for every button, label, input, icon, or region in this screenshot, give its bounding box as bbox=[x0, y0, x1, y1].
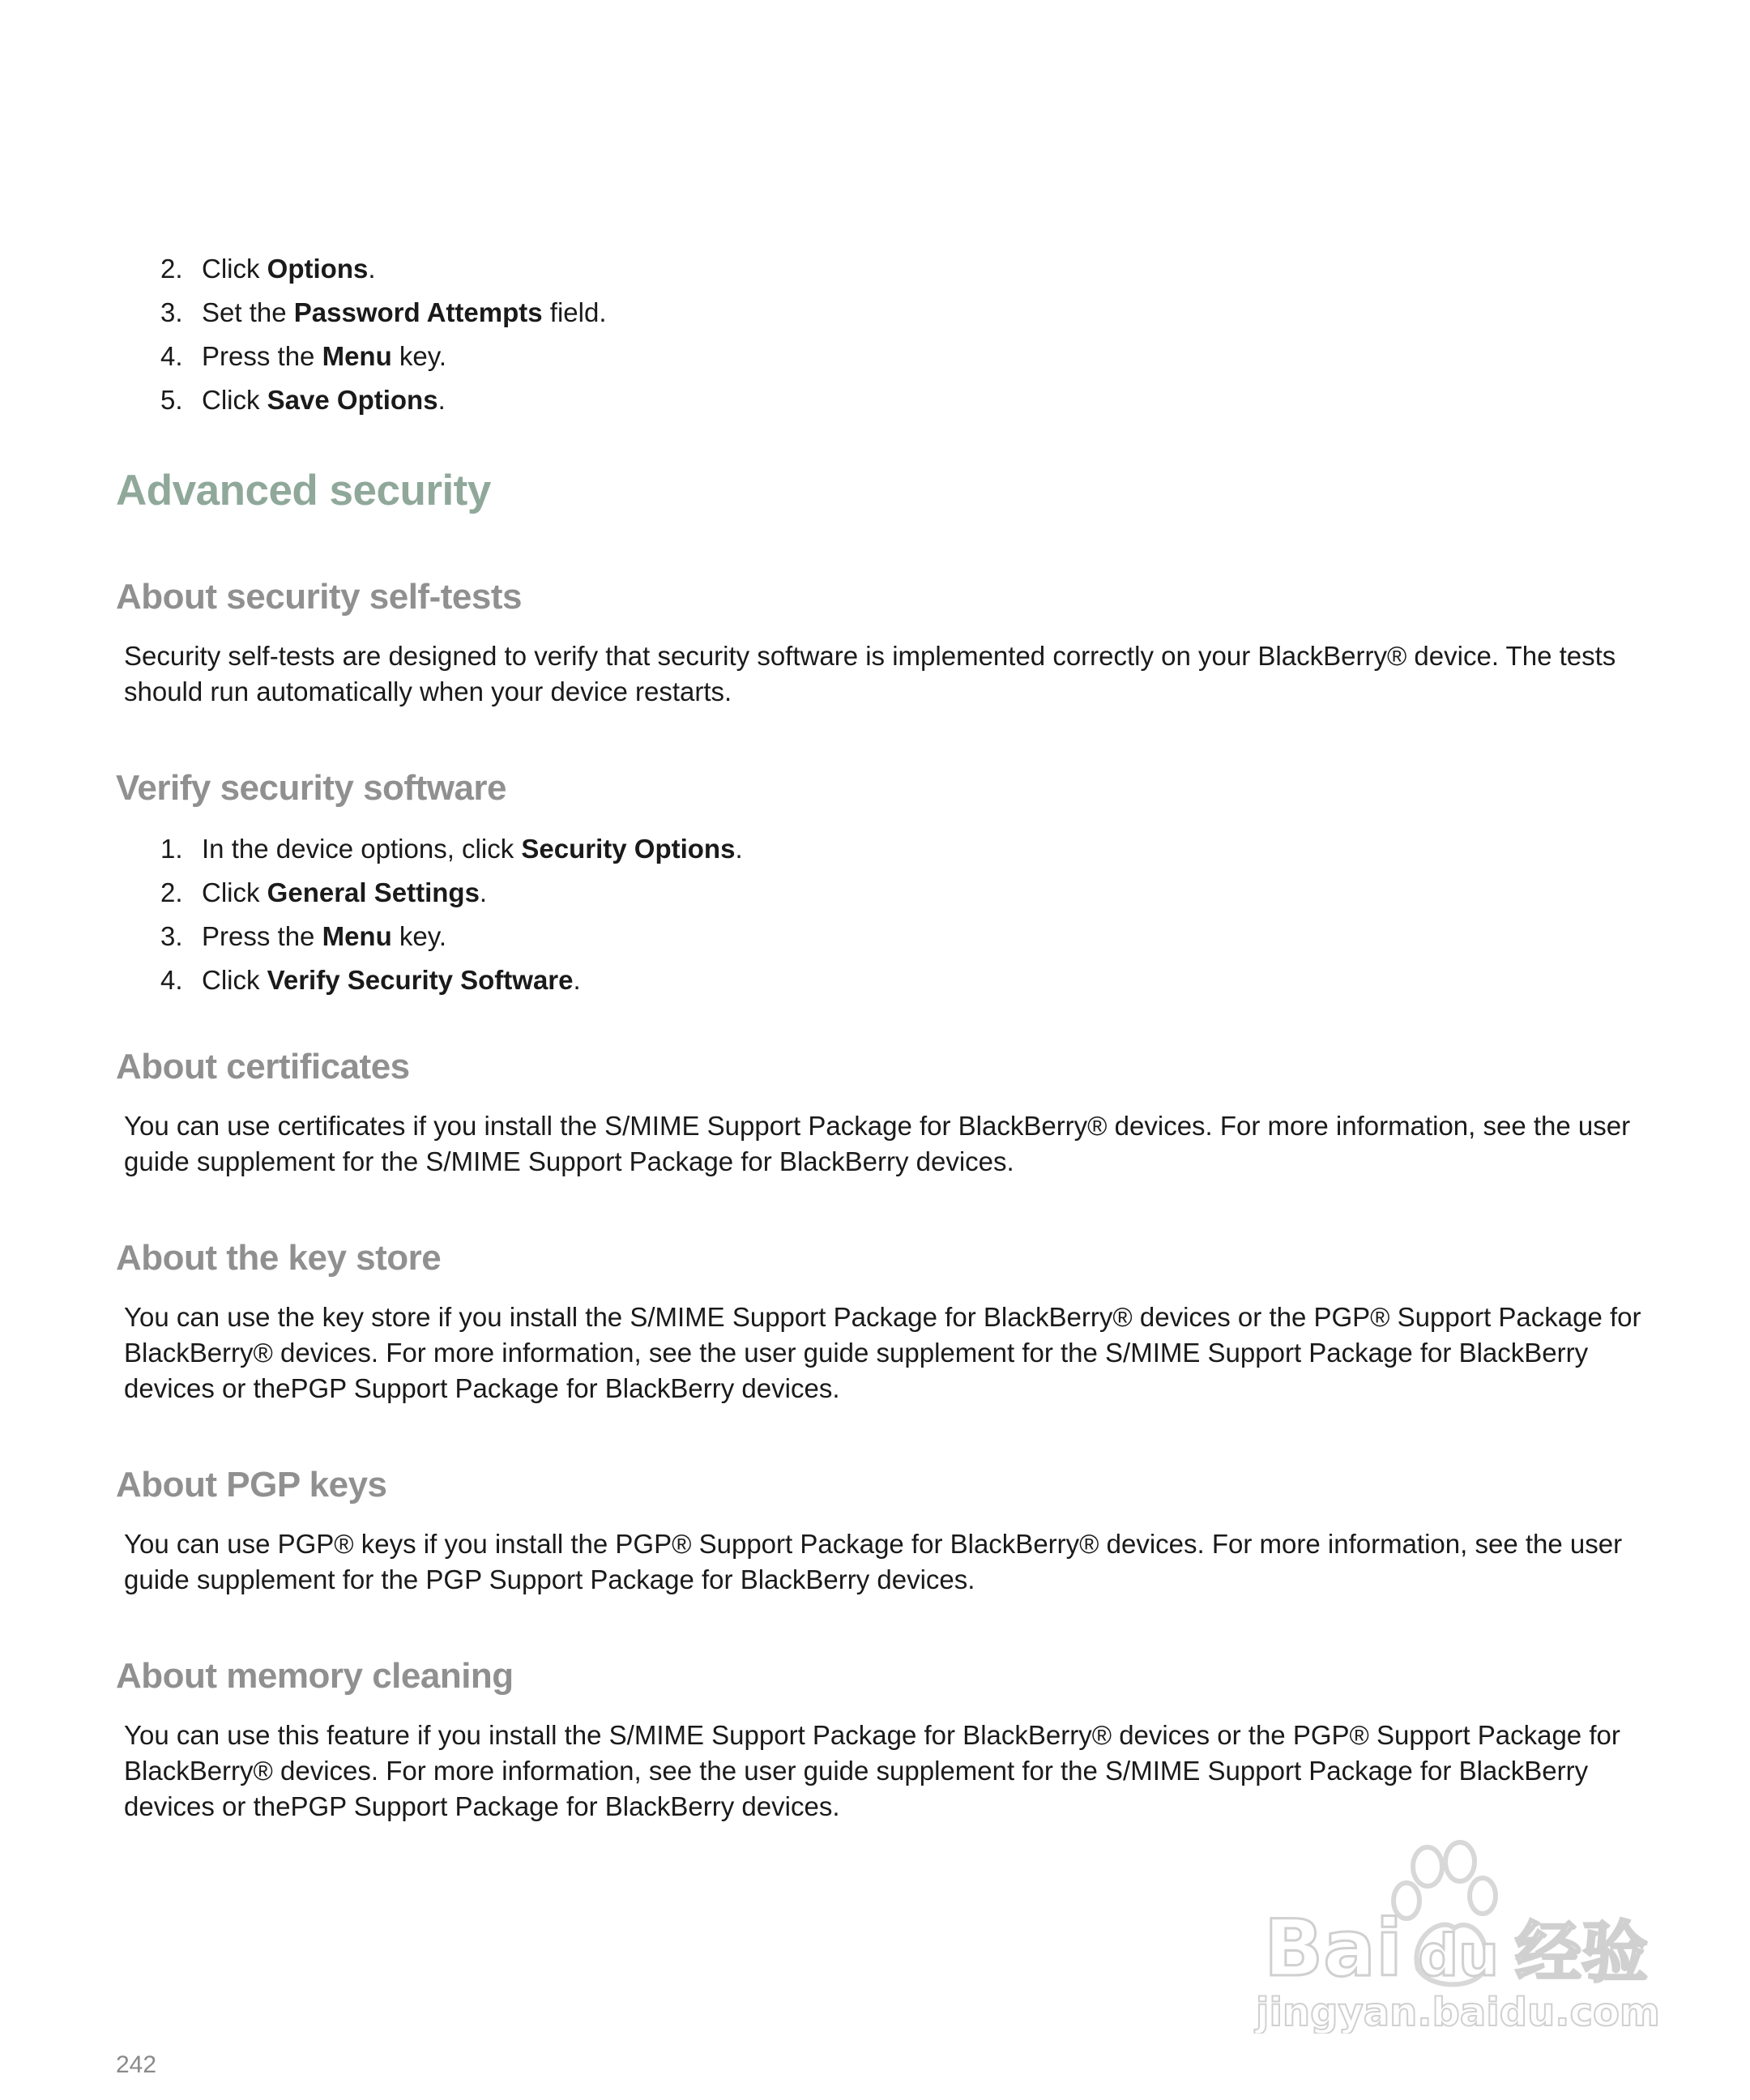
ui-term: Verify Security Software bbox=[267, 965, 574, 995]
ui-term: Password Attempts bbox=[293, 297, 543, 327]
section-heading-pgp: About PGP keys bbox=[116, 1465, 387, 1505]
ui-term: Menu bbox=[322, 341, 392, 371]
section-body-selftests: Security self-tests are designed to verify that security software is implemented correctly on your BlackBerry® device. The tests should run automatically when your device restarts. bbox=[124, 641, 1616, 706]
step-number: 4. bbox=[160, 341, 183, 371]
svg-text:jingyan.baidu.com: jingyan.baidu.com bbox=[1256, 1990, 1660, 2034]
section-heading-memory: About memory cleaning bbox=[116, 1656, 514, 1696]
ui-term: Save Options bbox=[267, 385, 438, 415]
svg-text:经验: 经验 bbox=[1515, 1914, 1649, 1991]
ui-term: Security Options bbox=[521, 834, 736, 864]
step-text: In the device options, click Security Options. bbox=[202, 834, 743, 864]
section-heading-selftests: About security self-tests bbox=[116, 577, 522, 617]
section-body-pgp: You can use PGP® keys if you install the PGP® Support Package for BlackBerry® devices. For more information, see the user guide supplement for the PGP Support Package for BlackBerry devices. bbox=[124, 1529, 1623, 1594]
ui-term: General Settings bbox=[267, 877, 480, 907]
section-body-certificates: You can use certificates if you install the S/MIME Support Package for BlackBerry® devices. For more information, see the user guide supplement for the S/MIME Support Package for BlackBerry devices. bbox=[124, 1111, 1631, 1176]
ui-term: Options bbox=[267, 254, 369, 284]
step-number: 2. bbox=[160, 254, 183, 284]
step-text: Click General Settings. bbox=[202, 877, 488, 907]
baidu-watermark-logo bbox=[1248, 1839, 1669, 2034]
section-body-memory: You can use this feature if you install the S/MIME Support Package for BlackBerry® devices or the PGP® Support Package for BlackBerry® devices. For more information, see the user guide supplement for the S/MIME Support Package for BlackBerry devices or thePGP Support Package for BlackBerry devices. bbox=[124, 1720, 1620, 1821]
step-text: Click Options. bbox=[202, 254, 376, 284]
section-heading-keystore: About the key store bbox=[116, 1238, 442, 1278]
step-text: Click Verify Security Software. bbox=[202, 965, 581, 995]
page-title: Advanced security bbox=[116, 467, 491, 514]
section-body-keystore: You can use the key store if you install the S/MIME Support Package for BlackBerry® devices or the PGP® Support Package for BlackBerry® devices. For more information, see the user guide supplement for the S/MIME Support Package for BlackBerry devices or thePGP Support Package for BlackBerry devices. bbox=[124, 1302, 1641, 1403]
step-text: Press the Menu key. bbox=[202, 341, 446, 371]
step-text: Press the Menu key. bbox=[202, 921, 446, 951]
section-heading-verify: Verify security software bbox=[116, 768, 507, 808]
step-text: Set the Password Attempts field. bbox=[202, 297, 607, 327]
svg-text:du: du bbox=[1418, 1923, 1499, 1989]
ui-term: Menu bbox=[322, 921, 392, 951]
step-number: 3. bbox=[160, 921, 183, 951]
svg-text:Bai: Bai bbox=[1264, 1903, 1402, 1994]
step-number: 4. bbox=[160, 965, 183, 995]
section-heading-certificates: About certificates bbox=[116, 1047, 410, 1086]
step-number: 5. bbox=[160, 385, 183, 415]
step-number: 3. bbox=[160, 297, 183, 327]
page-number: 242 bbox=[116, 2051, 157, 2078]
step-number: 1. bbox=[160, 834, 183, 864]
step-number: 2. bbox=[160, 877, 183, 907]
step-text: Click Save Options. bbox=[202, 385, 446, 415]
